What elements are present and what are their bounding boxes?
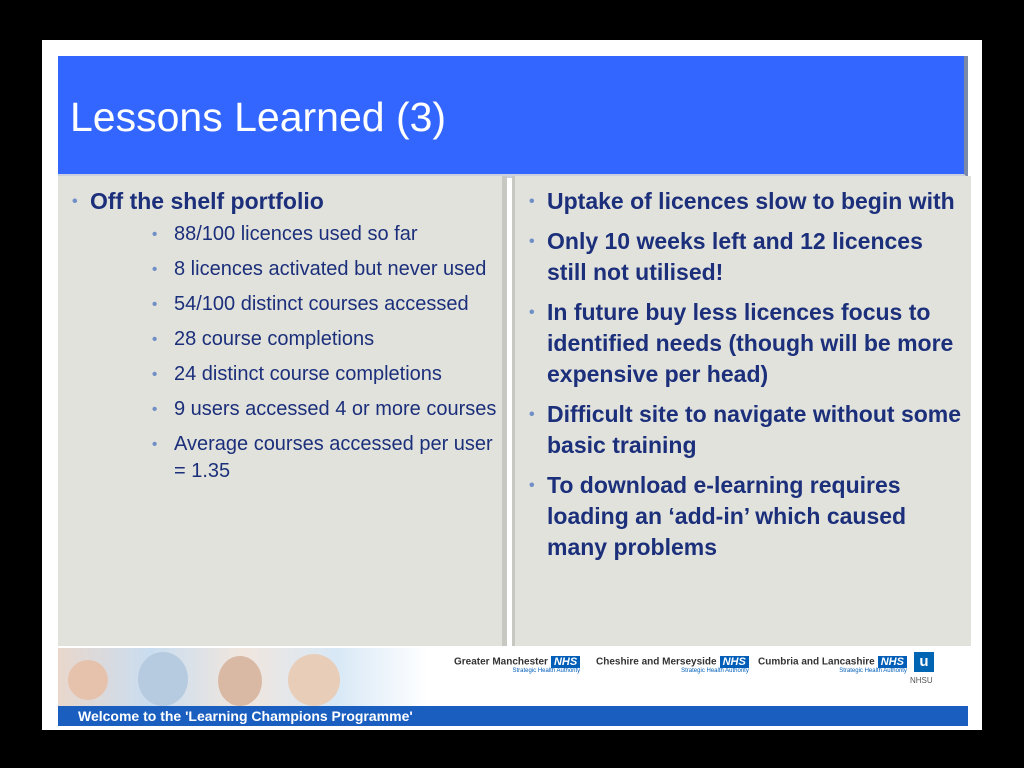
item-text: 9 users accessed 4 or more courses — [174, 398, 497, 420]
nhs-badge: NHS — [551, 656, 580, 668]
logo-name: Cheshire and Merseyside — [596, 656, 717, 668]
list-item — [515, 399, 967, 461]
item-text: To download e-learning requires loading an ‘add-in’ which caused many problems — [547, 472, 907, 560]
item-text: Average courses accessed per user = 1.35 — [174, 433, 493, 482]
list-item — [90, 291, 498, 318]
bullet-icon: • — [529, 304, 535, 321]
list-item — [515, 297, 967, 390]
list-item — [515, 186, 967, 217]
item-text: 8 licences activated but never used — [174, 258, 487, 280]
left-bullet-list — [58, 186, 498, 493]
right-panel — [512, 176, 971, 646]
title-bar — [58, 56, 968, 178]
item-text: 88/100 licences used so far — [174, 223, 418, 245]
welcome-text: Welcome to the 'Learning Champions Programme' — [78, 708, 413, 724]
slide-title: Lessons Learned (3) — [70, 94, 447, 140]
nhs-badge: NHS — [878, 656, 907, 668]
item-text: Uptake of licences slow to begin with — [547, 188, 955, 214]
item-text: Difficult site to navigate without some basic training — [547, 401, 962, 458]
greater-manchester-logo — [454, 656, 580, 674]
bullet-icon: • — [72, 193, 78, 210]
logo-name: Greater Manchester — [454, 656, 548, 668]
item-text: In future buy less licences focus to identified needs (though will be more expensive per head) — [547, 299, 954, 387]
logo-subtitle: Strategic Health Authority — [839, 668, 907, 674]
bullet-icon: • — [152, 226, 158, 243]
list-item — [58, 186, 498, 485]
slide — [42, 40, 982, 730]
list-item — [90, 256, 498, 283]
list-item — [90, 396, 498, 423]
left-panel — [58, 176, 507, 646]
staff-figure-icon — [218, 656, 262, 706]
item-text: 54/100 distinct courses accessed — [174, 293, 469, 315]
list-item — [90, 431, 498, 485]
bullet-icon: • — [529, 233, 535, 250]
left-heading: Off the shelf portfolio — [90, 188, 324, 214]
bullet-icon: • — [529, 406, 535, 423]
cheshire-merseyside-logo — [596, 656, 749, 674]
list-item — [515, 226, 967, 288]
logo-subtitle: Strategic Health Authority — [512, 668, 581, 674]
nhsu-label: NHSU — [910, 676, 933, 685]
bullet-icon: • — [152, 331, 158, 348]
staff-figure-icon — [138, 652, 188, 706]
bullet-icon: • — [152, 296, 158, 313]
nhs-badge: NHS — [720, 656, 749, 668]
nhsu-logo-icon: u — [914, 652, 934, 672]
right-bullet-list — [515, 186, 967, 572]
footer-banner — [58, 648, 968, 726]
sub-list — [90, 221, 498, 485]
staff-figure-icon — [288, 654, 340, 706]
bullet-icon: • — [529, 477, 535, 494]
bullet-icon: • — [152, 261, 158, 278]
staff-photo-strip — [58, 648, 428, 706]
bullet-icon: • — [529, 193, 535, 210]
logo-subtitle: Strategic Health Authority — [681, 668, 749, 674]
bullet-icon: • — [152, 436, 158, 453]
bullet-icon: • — [152, 401, 158, 418]
list-item — [90, 221, 498, 248]
item-text: 24 distinct course completions — [174, 363, 442, 385]
list-item — [90, 361, 498, 388]
bullet-icon: • — [152, 366, 158, 383]
logo-name: Cumbria and Lancashire — [758, 656, 875, 668]
list-item — [90, 326, 498, 353]
welcome-bar — [58, 706, 968, 726]
cumbria-lancashire-logo — [758, 656, 907, 674]
item-text: 28 course completions — [174, 328, 375, 350]
item-text: Only 10 weeks left and 12 licences still not utilised! — [547, 228, 923, 285]
staff-figure-icon — [68, 660, 108, 700]
list-item — [515, 470, 967, 563]
